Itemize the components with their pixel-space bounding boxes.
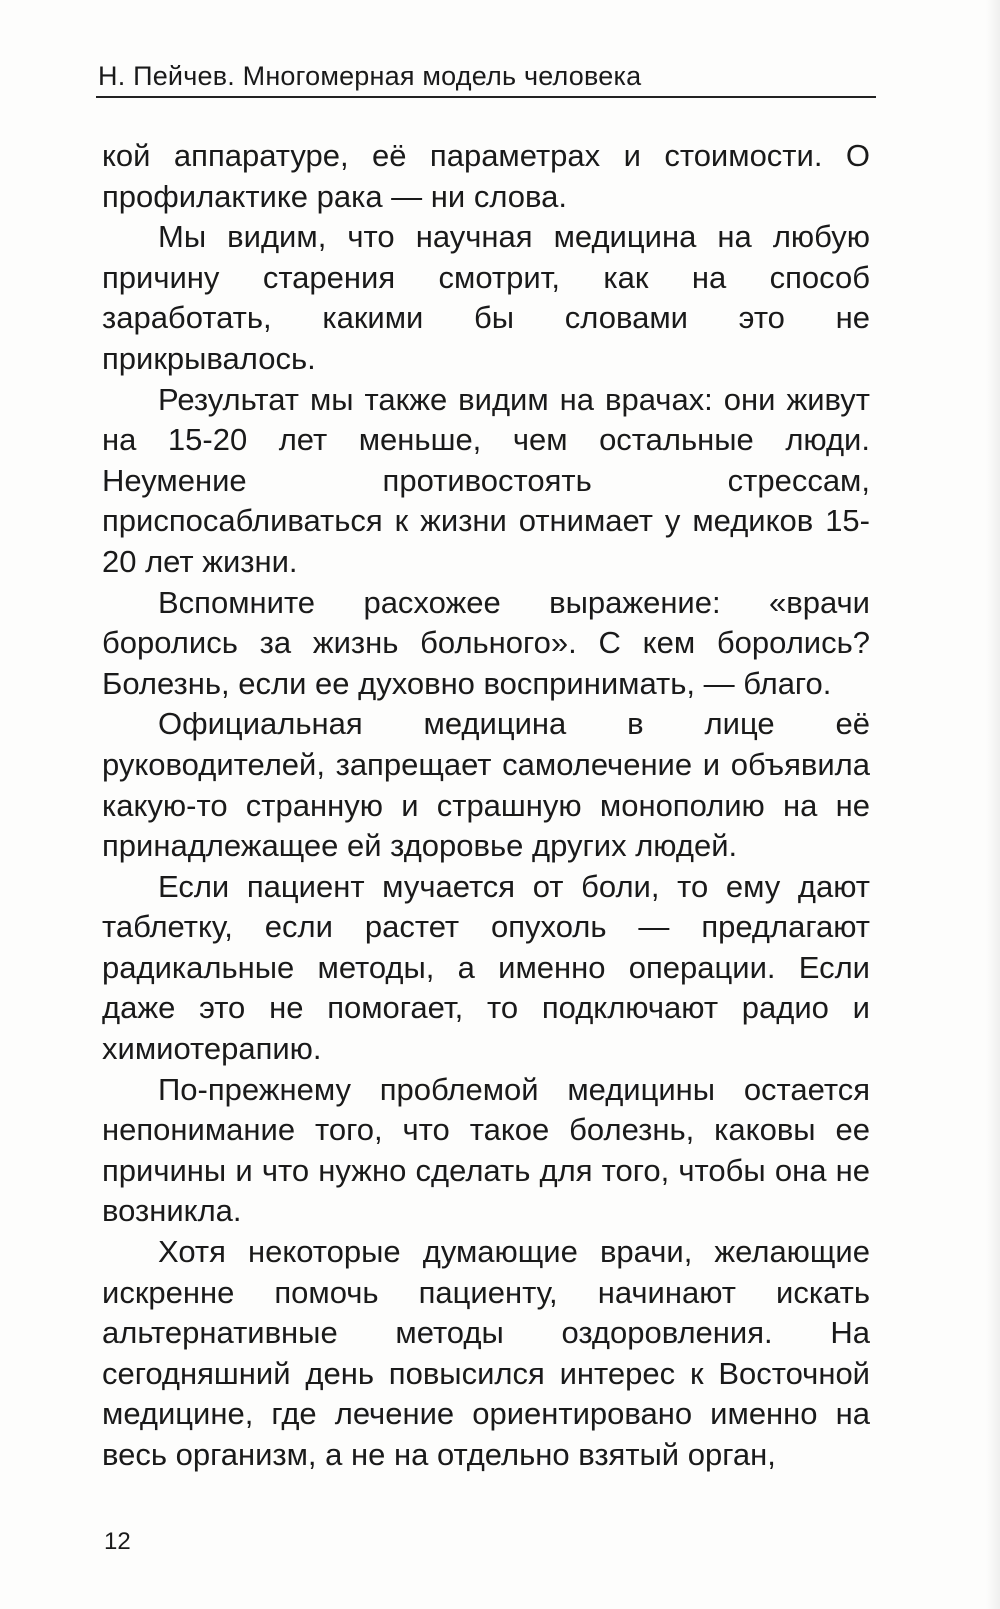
running-header: Н. Пейчев. Многомерная модель человека [98, 61, 642, 91]
paragraph: Мы видим, что научная медицина на любую причину старения смотрит, как на способ заработать, какими бы словами это не прикрывалось. [102, 219, 870, 376]
paragraph-continuation: кой аппаратуре, её параметрах и стоимости. О профилактике рака — ни слова. [102, 138, 870, 214]
paragraph: Хотя некоторые думающие врачи, желающие искренне помочь пациенту, начинают искать альтернативные методы оздоровления. На сегодняшний день повысился интерес к Восточной медицине, где лечение ориентировано именно на весь организм, а не на отдельно взятый орган, [102, 1234, 870, 1472]
header-rule [96, 96, 876, 98]
paragraph: Если пациент мучается от боли, то ему дают таблетку, если растет опухоль — предлагают радикальные методы, а именно операции. Если даже это не помогает, то подключают радио и химиотерапию. [102, 868, 870, 1067]
page-number: 12 [104, 1528, 131, 1555]
paragraph: Результат мы также видим на врачах: они живут на 15-20 лет меньше, чем остальные люди. Неумение противостоять стрессам, приспосабливаться к жизни отнимает у медиков 15-20 лет жизни. [102, 381, 870, 579]
paragraph: Вспомните расхожее выражение: «врачи боролись за жизнь больного». С кем боролись? Болезнь, если ее духовно воспринимать, — благо. [102, 584, 870, 701]
paragraph: Официальная медицина в лице её руководителей, запрещает самолечение и объявила какую-то странную и страшную монополию на не принадлежащее ей здоровье других людей. [102, 706, 870, 864]
paragraph: По-прежнему проблемой медицины остается непонимание того, что такое болезнь, каковы ее причины и что нужно сделать для того, чтобы она не возникла. [102, 1071, 870, 1229]
page-edge-shadow [986, 0, 1000, 1609]
body-text [102, 136, 870, 1476]
